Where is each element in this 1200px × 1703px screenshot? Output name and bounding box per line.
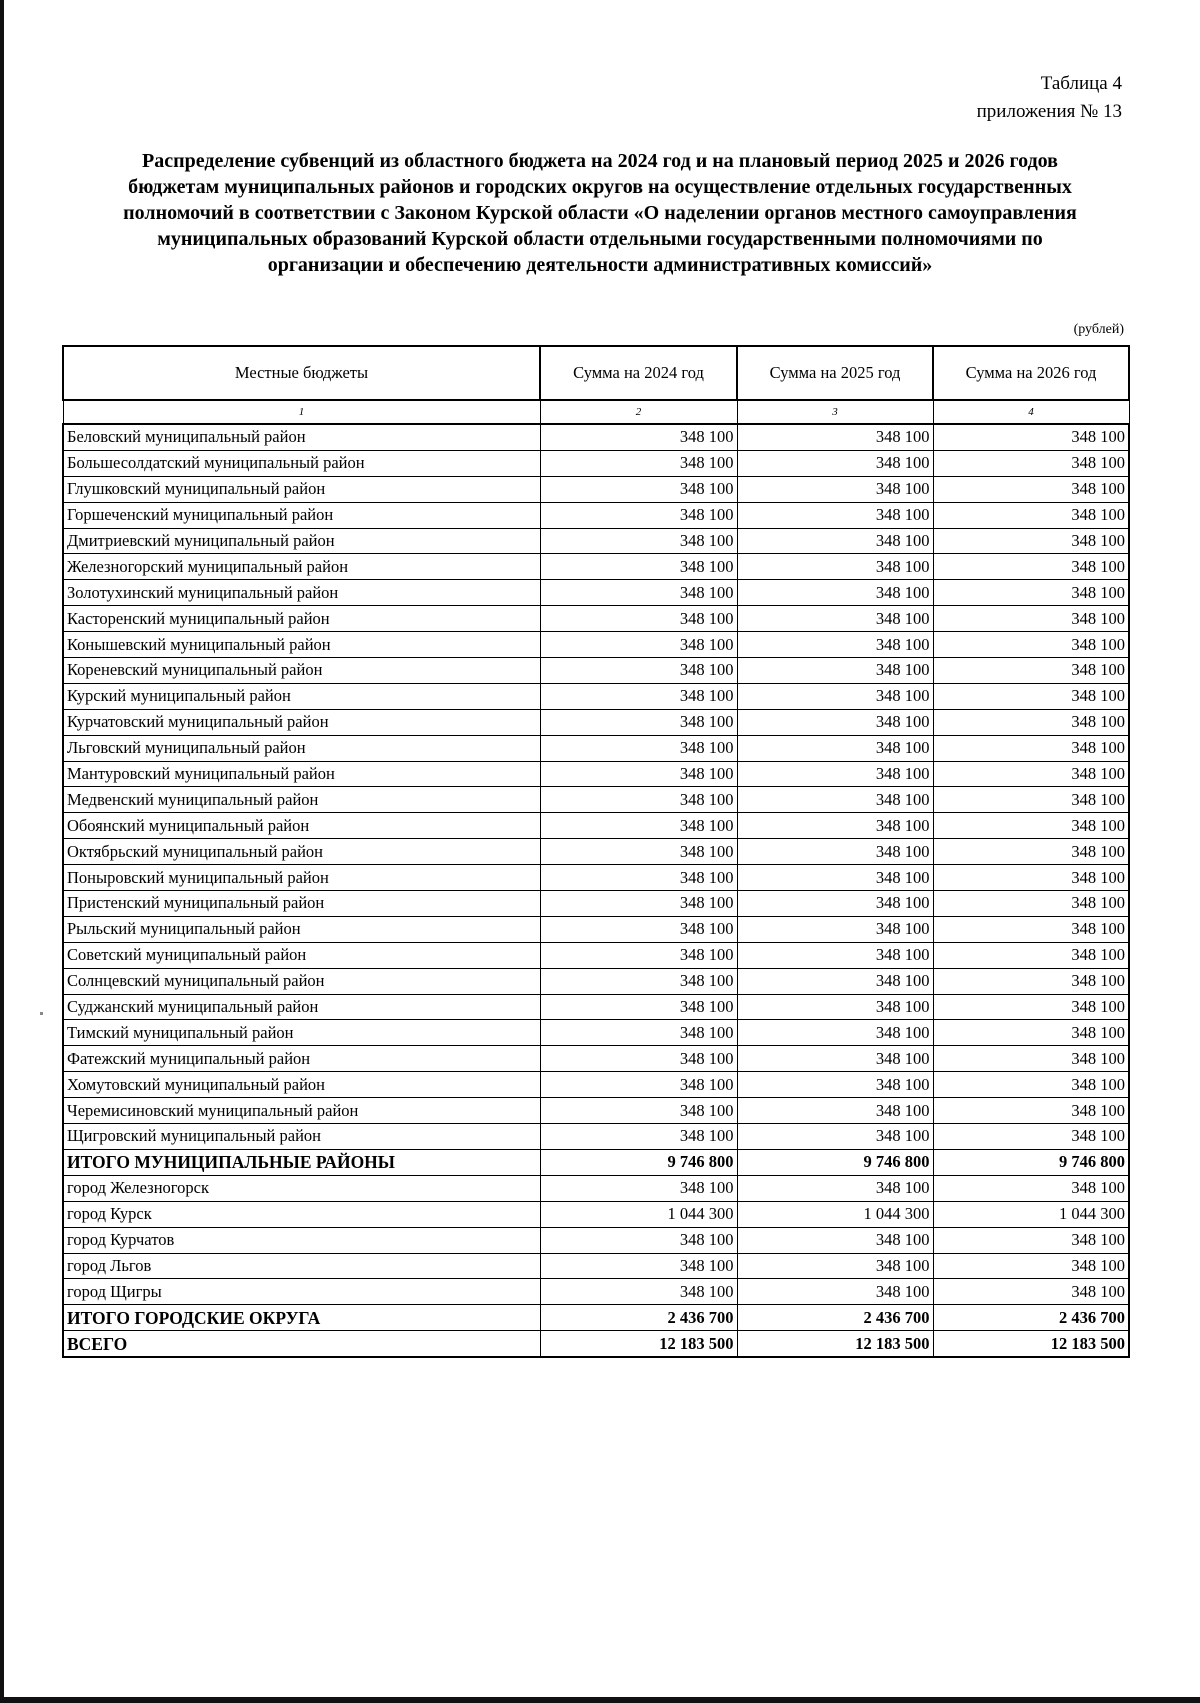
sum-2024-cell: 348 100: [540, 735, 737, 761]
budget-name-cell: ИТОГО ГОРОДСКИЕ ОКРУГА: [63, 1305, 540, 1331]
sum-2025-cell: 348 100: [737, 632, 933, 658]
budget-name-cell: Курчатовский муниципальный район: [63, 709, 540, 735]
budget-name-cell: Обоянский муниципальный район: [63, 813, 540, 839]
table-row: [63, 968, 1129, 994]
column-number: 4: [933, 400, 1129, 424]
table-row: [63, 476, 1129, 502]
sum-2024-cell: 348 100: [540, 450, 737, 476]
sum-2024-cell: 9 746 800: [540, 1149, 737, 1175]
total-row: [63, 1305, 1129, 1331]
sum-2025-cell: 348 100: [737, 683, 933, 709]
sum-2025-cell: 348 100: [737, 1279, 933, 1305]
table-row: [63, 916, 1129, 942]
sum-2025-cell: 12 183 500: [737, 1331, 933, 1357]
budget-name-cell: Медвенский муниципальный район: [63, 787, 540, 813]
sum-2024-cell: 348 100: [540, 683, 737, 709]
sum-2026-cell: 348 100: [933, 839, 1129, 865]
table-row: [63, 528, 1129, 554]
sum-2026-cell: 348 100: [933, 916, 1129, 942]
sum-2025-cell: 348 100: [737, 735, 933, 761]
table-row: [63, 606, 1129, 632]
sum-2025-cell: 348 100: [737, 1046, 933, 1072]
budget-name-cell: город Льгов: [63, 1253, 540, 1279]
sum-2025-cell: 348 100: [737, 891, 933, 917]
column-number: 3: [737, 400, 933, 424]
sum-2024-cell: 348 100: [540, 916, 737, 942]
header-sum-2026: Сумма на 2026 год: [933, 346, 1129, 400]
budget-name-cell: Хомутовский муниципальный район: [63, 1072, 540, 1098]
sum-2024-cell: 348 100: [540, 1175, 737, 1201]
sum-2026-cell: 348 100: [933, 709, 1129, 735]
sum-2026-cell: 348 100: [933, 554, 1129, 580]
sum-2026-cell: 12 183 500: [933, 1331, 1129, 1357]
sum-2024-cell: 348 100: [540, 1124, 737, 1150]
table-row: [63, 787, 1129, 813]
sum-2024-cell: 348 100: [540, 813, 737, 839]
sum-2024-cell: 348 100: [540, 658, 737, 684]
sum-2026-cell: 348 100: [933, 813, 1129, 839]
sum-2024-cell: 348 100: [540, 968, 737, 994]
sum-2026-cell: 348 100: [933, 735, 1129, 761]
sum-2026-cell: 348 100: [933, 658, 1129, 684]
table-row: [63, 1046, 1129, 1072]
sum-2025-cell: 348 100: [737, 813, 933, 839]
sum-2026-cell: 348 100: [933, 1175, 1129, 1201]
budget-name-cell: Железногорский муниципальный район: [63, 554, 540, 580]
header-sum-2025: Сумма на 2025 год: [737, 346, 933, 400]
sum-2025-cell: 348 100: [737, 658, 933, 684]
budget-name-cell: Курский муниципальный район: [63, 683, 540, 709]
sum-2025-cell: 348 100: [737, 1072, 933, 1098]
sum-2026-cell: 348 100: [933, 994, 1129, 1020]
sum-2026-cell: 9 746 800: [933, 1149, 1129, 1175]
table-row: [63, 761, 1129, 787]
units-label: (рублей): [1073, 322, 1124, 337]
sum-2025-cell: 348 100: [737, 761, 933, 787]
budget-name-cell: Поныровский муниципальный район: [63, 865, 540, 891]
table-row: [63, 1124, 1129, 1150]
budget-name-cell: Тимский муниципальный район: [63, 1020, 540, 1046]
header-sum-2024: Сумма на 2024 год: [540, 346, 737, 400]
sum-2026-cell: 348 100: [933, 761, 1129, 787]
sum-2025-cell: 1 044 300: [737, 1201, 933, 1227]
sum-2026-cell: 348 100: [933, 580, 1129, 606]
sum-2026-cell: 348 100: [933, 1279, 1129, 1305]
table-row: [63, 942, 1129, 968]
budget-name-cell: Конышевский муниципальный район: [63, 632, 540, 658]
sum-2024-cell: 348 100: [540, 787, 737, 813]
table-row: [63, 683, 1129, 709]
sum-2026-cell: 348 100: [933, 1124, 1129, 1150]
sum-2024-cell: 348 100: [540, 424, 737, 450]
sum-2025-cell: 348 100: [737, 476, 933, 502]
table-row: [63, 632, 1129, 658]
table-row: [63, 709, 1129, 735]
total-row: [63, 1149, 1129, 1175]
table-row: [63, 1227, 1129, 1253]
table-row: [63, 502, 1129, 528]
column-number: 2: [540, 400, 737, 424]
sum-2026-cell: 348 100: [933, 606, 1129, 632]
budget-name-cell: Мантуровский муниципальный район: [63, 761, 540, 787]
subsidy-table: [62, 345, 1130, 1358]
title-line: Распределение субвенций из областного бюджета на 2024 год и на плановый период 2025 и 2026 годов: [142, 150, 1058, 172]
sum-2025-cell: 348 100: [737, 787, 933, 813]
budget-name-cell: ИТОГО МУНИЦИПАЛЬНЫЕ РАЙОНЫ: [63, 1149, 540, 1175]
sum-2026-cell: 348 100: [933, 1020, 1129, 1046]
sum-2025-cell: 348 100: [737, 580, 933, 606]
sum-2025-cell: 9 746 800: [737, 1149, 933, 1175]
sum-2026-cell: 348 100: [933, 1227, 1129, 1253]
sum-2026-cell: 348 100: [933, 968, 1129, 994]
header-local-budgets: Местные бюджеты: [63, 346, 540, 400]
sum-2026-cell: 348 100: [933, 1098, 1129, 1124]
budget-name-cell: город Курчатов: [63, 1227, 540, 1253]
table-row: [63, 1098, 1129, 1124]
sum-2026-cell: 348 100: [933, 787, 1129, 813]
sum-2024-cell: 348 100: [540, 709, 737, 735]
sum-2026-cell: 348 100: [933, 865, 1129, 891]
sum-2026-cell: 348 100: [933, 528, 1129, 554]
sum-2024-cell: 348 100: [540, 1046, 737, 1072]
budget-name-cell: Дмитриевский муниципальный район: [63, 528, 540, 554]
sum-2025-cell: 2 436 700: [737, 1305, 933, 1331]
sum-2026-cell: 348 100: [933, 1253, 1129, 1279]
sum-2026-cell: 348 100: [933, 683, 1129, 709]
table-row: [63, 1253, 1129, 1279]
budget-name-cell: Рыльский муниципальный район: [63, 916, 540, 942]
budget-name-cell: Пристенский муниципальный район: [63, 891, 540, 917]
sum-2025-cell: 348 100: [737, 865, 933, 891]
scan-bottom-edge: [0, 1697, 1200, 1703]
table-row: [63, 891, 1129, 917]
sum-2026-cell: 348 100: [933, 1046, 1129, 1072]
table-row: [63, 580, 1129, 606]
sum-2024-cell: 12 183 500: [540, 1331, 737, 1357]
scan-left-edge: [0, 0, 4, 1703]
sum-2024-cell: 348 100: [540, 502, 737, 528]
budget-name-cell: город Курск: [63, 1201, 540, 1227]
sum-2025-cell: 348 100: [737, 450, 933, 476]
title-line: бюджетам муниципальных районов и городских округов на осуществление отдельных государственных: [128, 176, 1072, 198]
table-row: [63, 735, 1129, 761]
budget-name-cell: Горшеченский муниципальный район: [63, 502, 540, 528]
scan-speck: [40, 1012, 43, 1015]
sum-2024-cell: 348 100: [540, 1020, 737, 1046]
sum-2024-cell: 348 100: [540, 761, 737, 787]
table-row: [63, 1020, 1129, 1046]
sum-2024-cell: 348 100: [540, 891, 737, 917]
sum-2025-cell: 348 100: [737, 1098, 933, 1124]
table-row: [63, 1279, 1129, 1305]
sum-2024-cell: 348 100: [540, 580, 737, 606]
sum-2024-cell: 348 100: [540, 839, 737, 865]
sum-2024-cell: 348 100: [540, 554, 737, 580]
budget-name-cell: Суджанский муниципальный район: [63, 994, 540, 1020]
title-line: полномочий в соответствии с Законом Курской области «О наделении органов местного самоуправления: [123, 202, 1077, 224]
budget-name-cell: Щигровский муниципальный район: [63, 1124, 540, 1150]
budget-name-cell: Льговский муниципальный район: [63, 735, 540, 761]
sum-2025-cell: 348 100: [737, 839, 933, 865]
budget-name-cell: Кореневский муниципальный район: [63, 658, 540, 684]
sum-2024-cell: 348 100: [540, 606, 737, 632]
budget-name-cell: Касторенский муниципальный район: [63, 606, 540, 632]
sum-2024-cell: 348 100: [540, 1072, 737, 1098]
table-row: [63, 994, 1129, 1020]
budget-name-cell: Фатежский муниципальный район: [63, 1046, 540, 1072]
sum-2026-cell: 1 044 300: [933, 1201, 1129, 1227]
budget-name-cell: Золотухинский муниципальный район: [63, 580, 540, 606]
sum-2024-cell: 348 100: [540, 942, 737, 968]
title-line: организации и обеспечению деятельности административных комиссий»: [267, 254, 933, 276]
sum-2025-cell: 348 100: [737, 502, 933, 528]
sum-2025-cell: 348 100: [737, 424, 933, 450]
sum-2026-cell: 2 436 700: [933, 1305, 1129, 1331]
table-row: [63, 554, 1129, 580]
sum-2026-cell: 348 100: [933, 450, 1129, 476]
sum-2025-cell: 348 100: [737, 942, 933, 968]
sum-2025-cell: 348 100: [737, 606, 933, 632]
table-row: [63, 839, 1129, 865]
budget-name-cell: Солнцевский муниципальный район: [63, 968, 540, 994]
table-row: [63, 813, 1129, 839]
table-row: [63, 865, 1129, 891]
sum-2024-cell: 348 100: [540, 1253, 737, 1279]
table-body: [63, 424, 1129, 1357]
sum-2024-cell: 348 100: [540, 1279, 737, 1305]
table-row: [63, 424, 1129, 450]
appendix-number: приложения № 13: [976, 101, 1122, 122]
budget-name-cell: ВСЕГО: [63, 1331, 540, 1357]
sum-2026-cell: 348 100: [933, 632, 1129, 658]
sum-2025-cell: 348 100: [737, 1253, 933, 1279]
table-number: Таблица 4: [1040, 73, 1122, 94]
budget-name-cell: город Железногорск: [63, 1175, 540, 1201]
sum-2025-cell: 348 100: [737, 1124, 933, 1150]
sum-2025-cell: 348 100: [737, 916, 933, 942]
sum-2024-cell: 348 100: [540, 476, 737, 502]
table-row: [63, 1072, 1129, 1098]
sum-2025-cell: 348 100: [737, 1175, 933, 1201]
column-number: 1: [63, 400, 540, 424]
sum-2026-cell: 348 100: [933, 942, 1129, 968]
sum-2026-cell: 348 100: [933, 1072, 1129, 1098]
sum-2025-cell: 348 100: [737, 994, 933, 1020]
sum-2024-cell: 1 044 300: [540, 1201, 737, 1227]
column-number-row: [63, 400, 1129, 424]
sum-2024-cell: 348 100: [540, 1098, 737, 1124]
table-row: [63, 1175, 1129, 1201]
budget-name-cell: Глушковский муниципальный район: [63, 476, 540, 502]
sum-2026-cell: 348 100: [933, 502, 1129, 528]
sum-2025-cell: 348 100: [737, 709, 933, 735]
table-row: [63, 1201, 1129, 1227]
sum-2025-cell: 348 100: [737, 1227, 933, 1253]
budget-name-cell: Большесолдатский муниципальный район: [63, 450, 540, 476]
sum-2024-cell: 348 100: [540, 1227, 737, 1253]
sum-2024-cell: 348 100: [540, 865, 737, 891]
budget-name-cell: Советский муниципальный район: [63, 942, 540, 968]
sum-2025-cell: 348 100: [737, 528, 933, 554]
sum-2026-cell: 348 100: [933, 476, 1129, 502]
table-row: [63, 658, 1129, 684]
sum-2024-cell: 348 100: [540, 528, 737, 554]
header-row: [63, 346, 1129, 400]
sum-2024-cell: 348 100: [540, 994, 737, 1020]
budget-name-cell: Октябрьский муниципальный район: [63, 839, 540, 865]
sum-2025-cell: 348 100: [737, 554, 933, 580]
sum-2024-cell: 348 100: [540, 632, 737, 658]
sum-2025-cell: 348 100: [737, 968, 933, 994]
sum-2026-cell: 348 100: [933, 424, 1129, 450]
total-row: [63, 1331, 1129, 1357]
table-row: [63, 450, 1129, 476]
title-line: муниципальных образований Курской области отдельными государственными полномочиями по: [157, 228, 1043, 250]
budget-name-cell: Беловский муниципальный район: [63, 424, 540, 450]
sum-2024-cell: 2 436 700: [540, 1305, 737, 1331]
table-reference: [977, 70, 1122, 126]
document-title: [70, 148, 1130, 278]
sum-2026-cell: 348 100: [933, 891, 1129, 917]
sum-2025-cell: 348 100: [737, 1020, 933, 1046]
budget-name-cell: Черемисиновский муниципальный район: [63, 1098, 540, 1124]
budget-name-cell: город Щигры: [63, 1279, 540, 1305]
